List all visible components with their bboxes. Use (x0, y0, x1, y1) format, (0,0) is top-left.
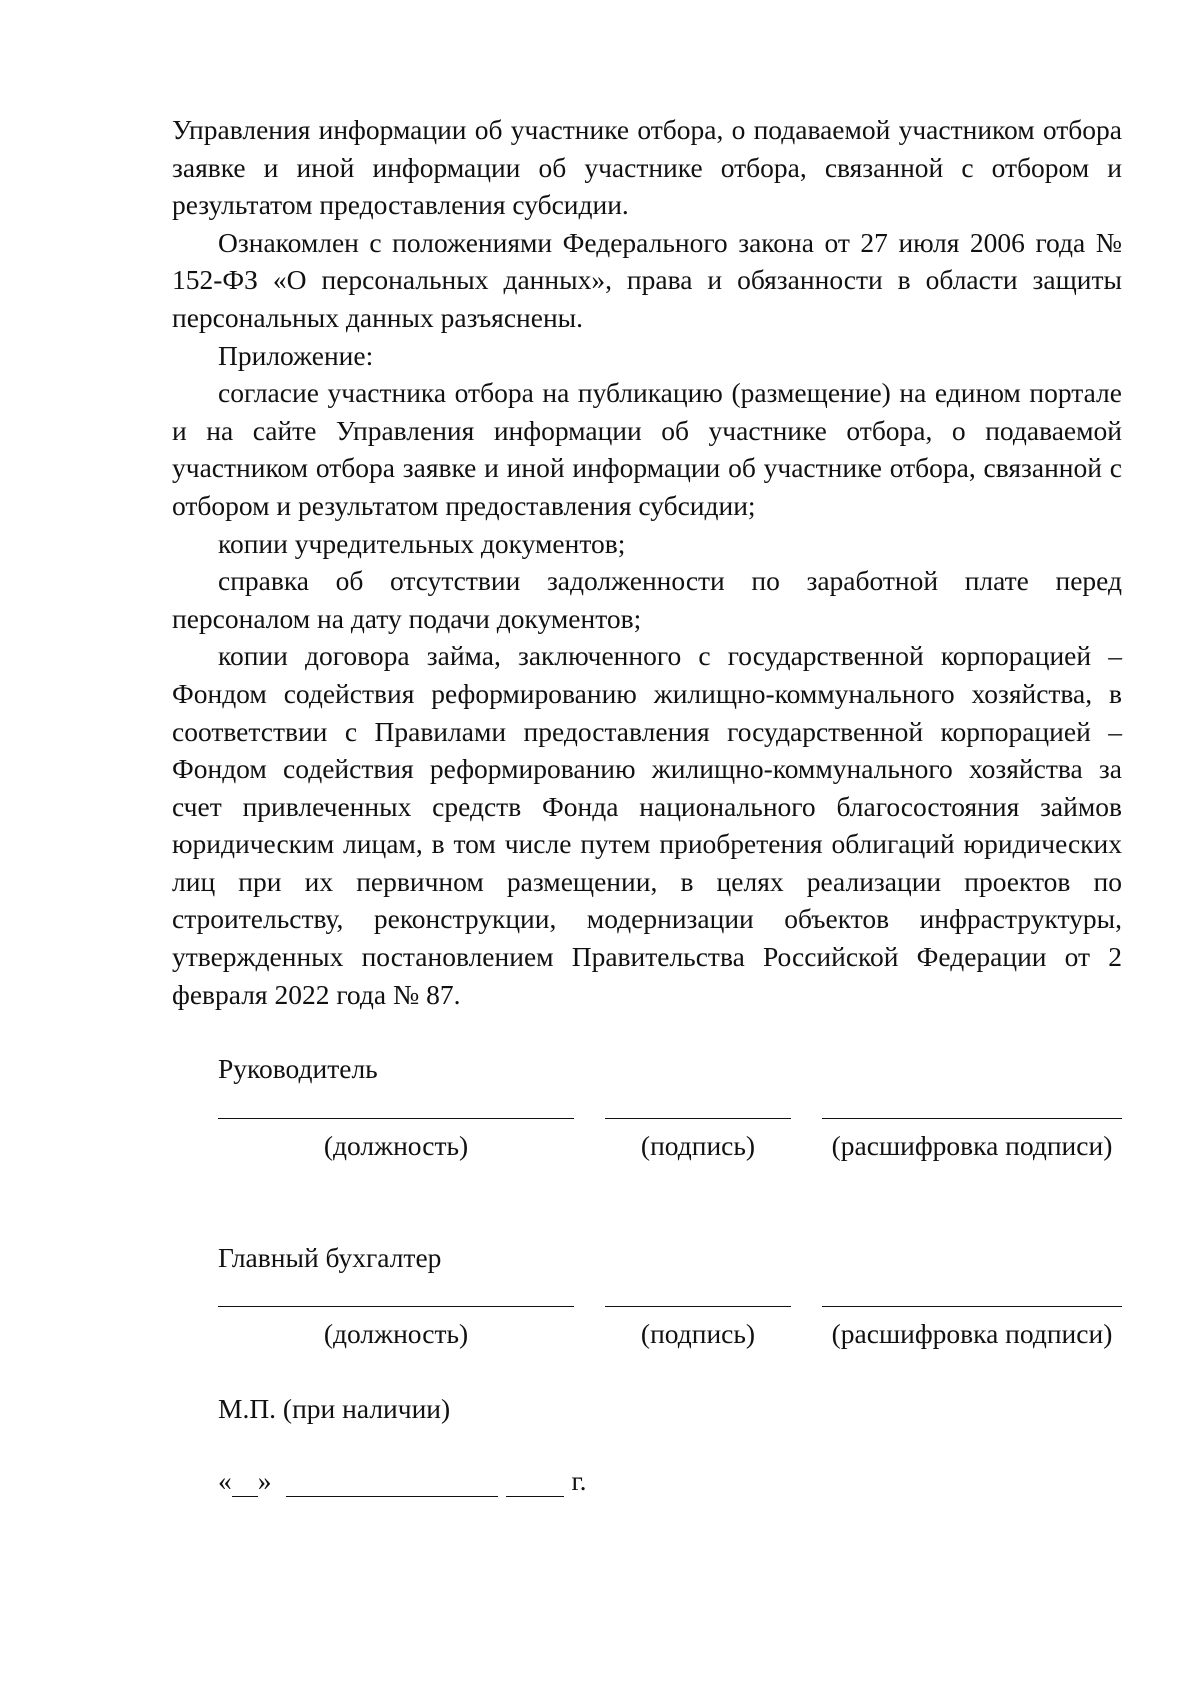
paragraph-attachment-heading: Приложение: (218, 339, 374, 371)
paragraph-attachment-founding-docs: копии учредительных документов; (218, 527, 626, 559)
signature-role-director: Руководитель (218, 1053, 378, 1084)
paragraph-attachment-loan-agreement: копии договора займа, заключенного с государственной корпорацией – Фондом содействия реформированию жилищно-коммунального хозяйства, в соответствии с Правилами предоставления государственной корпорацией – Фондом содействия реформированию жилищно-коммунального хозяйства за счет привлеченных средств Фонда национального благосостояния займов юридическим лицам, в том числе путем приобретения облигаций юридических лиц при их первичном размещении, в целях реализации проектов по строительству, реконструкции, модернизации объектов инфраструктуры, утвержденных постановлением Правительства Российской Федерации от 2 февраля 2022 года № 87. (172, 640, 1122, 1010)
paragraph-attachment-consent: согласие участника отбора на публикацию (размещение) на едином портале и на сайте Управления информации об участнике отбора, о подаваемой участником отбора заявке и иной информации об участнике отбора, связанной с отбором и результатом предоставления субсидии; (172, 377, 1122, 521)
caption-decoding: (расшифровка подписи) (831, 1130, 1113, 1161)
signature-role-chief-accountant: Главный бухгалтер (218, 1242, 442, 1273)
caption-position: (должность) (323, 1318, 469, 1349)
date-line (218, 1465, 587, 1497)
signature-line-position (218, 1306, 574, 1307)
date-open-quote: « (218, 1465, 232, 1496)
signature-line-signature (605, 1306, 791, 1307)
caption-position: (должность) (323, 1130, 469, 1161)
caption-signature: (подпись) (640, 1130, 756, 1161)
date-year-suffix: г. (571, 1465, 587, 1496)
body-text (172, 111, 1122, 1013)
date-year-blank (506, 1470, 564, 1497)
date-month-blank (286, 1470, 498, 1497)
signature-line-decoding (822, 1118, 1122, 1119)
date-close-quote: » (257, 1465, 272, 1496)
date-day-blank (232, 1470, 258, 1497)
signature-line-decoding (822, 1306, 1122, 1307)
caption-decoding: (расшифровка подписи) (831, 1318, 1113, 1349)
caption-signature: (подпись) (640, 1318, 756, 1349)
paragraph-attachment-salary-certificate: справка об отсутствии задолженности по заработной плате перед персоналом на дату подачи документов; (172, 565, 1122, 634)
stamp-note: М.П. (при наличии) (218, 1393, 451, 1424)
signature-line-position (218, 1118, 574, 1119)
paragraph-continuation: Управления информации об участнике отбора, о подаваемой участником отбора заявке и иной информации об участнике отбора, связанной с отбором и результатом предоставления субсидии. (172, 114, 1122, 221)
signature-line-signature (605, 1118, 791, 1119)
paragraph-consent-law: Ознакомлен с положениями Федерального закона от 27 июля 2006 года № 152-ФЗ «О персональных данных», права и обязанности в области защиты персональных данных разъяснены. (172, 226, 1122, 333)
